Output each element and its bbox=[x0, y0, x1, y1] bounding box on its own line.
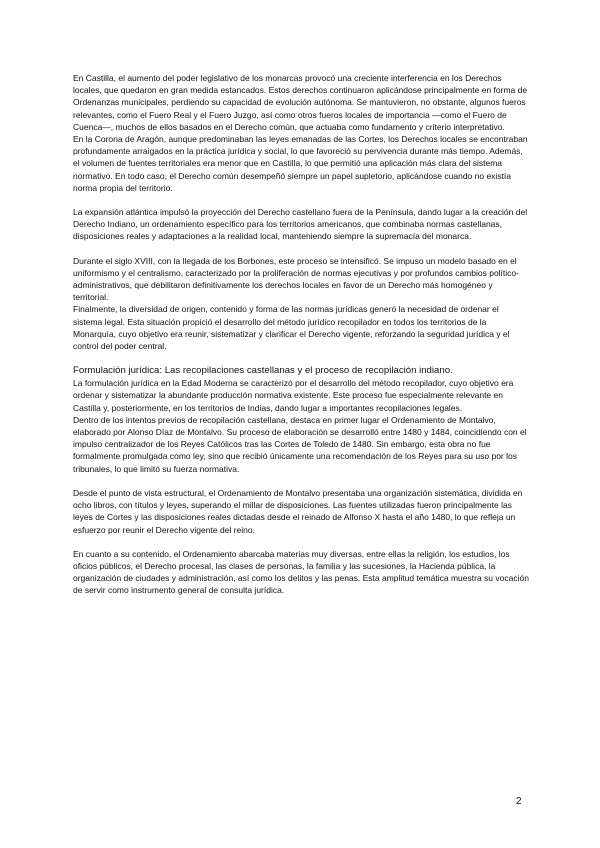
paragraph-spacer bbox=[73, 194, 529, 206]
paragraph-spacer bbox=[73, 475, 529, 487]
page-number: 2 bbox=[516, 796, 522, 807]
paragraph: La formulación jurídica en la Edad Moderna se caracterizó por el desarrollo del método recopilador, cuyo objetivo era ordenar y sistematizar la abundante producción normativa existente. Este proceso fue especialmente relevante en Castilla y, posteriormente, en los territorios de Indias, dando lugar a importantes recopilaciones legales. bbox=[73, 378, 514, 413]
paragraph: Dentro de los intentos previos de recopilación castellana, destaca en primer lugar el Ordenamiento de Montalvo, elaborado por Alonso Díaz de Montalvo. Su proceso de elaboración se desarrolló entre 1480 y 1484, coincidiendo con el impulso centralizador de los Reyes Católicos tras las Cortes de Toledo de 1480. Sin embargo, esta obra no fue formalmente promulgada como ley, sino que recibió únicamente una recomendación de los Reyes para su uso por los tribunales, lo que limitó su fuerza normativa. bbox=[73, 414, 527, 474]
paragraph: Desde el punto de vista estructural, el Ordenamiento de Montalvo presentaba una organización sistemática, dividida en ocho libros, con títulos y leyes, superando el millar de disposiciones. Las fuentes utilizadas fueron principalmente las leyes de Cortes y las disposiciones reales dictadas desde el reinado de Alfonso X hasta el año 1480, lo que refleja un esfuerzo por reunir el Derecho vigente del reino. bbox=[73, 487, 523, 535]
paragraph-spacer bbox=[73, 243, 529, 255]
document-body bbox=[73, 72, 529, 597]
paragraph: Finalmente, la diversidad de origen, contenido y forma de las normas jurídicas generó la necesidad de ordenar el sistema legal. Esta situación propició el desarrollo del método jurídico recopilador en todos los territorios de la Monarquía, cuyo objetivo era reunir, sistematizar y clarificar el Derecho vigente, reforzando la seguridad jurídica y el control del poder central. bbox=[73, 304, 510, 352]
paragraph: La expansión atlántica impulsó la proyección del Derecho castellano fuera de la Península, dando lugar a la creación del Derecho Indiano, un ordenamiento específico para los territorios americanos, que combinaba normas castellanas, disposiciones reales y adaptaciones a la realidad local, manteniendo siempre la supremacía del monarca. bbox=[73, 207, 528, 242]
section-heading: Formulación jurídica: Las recopilaciones castellanas y el proceso de recopilación indiano. bbox=[73, 365, 453, 377]
paragraph: Durante el siglo XVIII, con la llegada de los Borbones, este proceso se intensificó. Se impuso un modelo basado en el uniformismo y el centralismo, caracterizado por la proliferación de normas ejecutivas y por profundos cambios político-administrativos, que debilitaron definitivamente los derechos locales en favor de un Derecho más homogéneo y territorial. bbox=[73, 255, 519, 303]
paragraph: En cuanto a su contenido, el Ordenamiento abarcaba materias muy diversas, entre ellas la religión, los estudios, los oficios públicos, el Derecho procesal, las clases de personas, la familia y las sucesiones, la Hacienda pública, la organización de ciudades y administración, así como los delitos y las penas. Esta amplitud temática muestra su vocación de servir como instrumento general de consulta jurídica. bbox=[73, 548, 529, 596]
paragraph-spacer bbox=[73, 536, 529, 548]
paragraph: En la Corona de Aragón, aunque predominaban las leyes emanadas de las Cortes, los Derechos locales se encontraban profundamente arraigados en la práctica jurídica y social, lo que favoreció su pervivencia durante más tiempo. Además, el volumen de fuentes territoriales era menor que en Castilla, lo que permitió una aplicación más clara del sistema normativo. En todo caso, el Derecho común desempeñó siempre un papel supletorio, aplicándose cuando no existía norma propia del territorio. bbox=[73, 134, 528, 193]
paragraph-spacer bbox=[73, 352, 529, 364]
paragraph: En Castilla, el aumento del poder legislativo de los monarcas provocó una creciente interferencia en los Derechos locales, que quedaron en gran medida estancados. Estos derechos continuaron aplicándose principalmente en forma de Ordenanzas municipales, perdiendo su capacidad de evolución autónoma. Se mantuvieron, no obstante, algunos fueros relevantes, como el Fuero Real y el Fuero Juzgo, así como otros fueros locales de importancia —como el Fuero de Cuenca—, muchos de ellos basados en el Derecho común, que actuaba como fundamento y criterio interpretativo. bbox=[73, 73, 528, 132]
